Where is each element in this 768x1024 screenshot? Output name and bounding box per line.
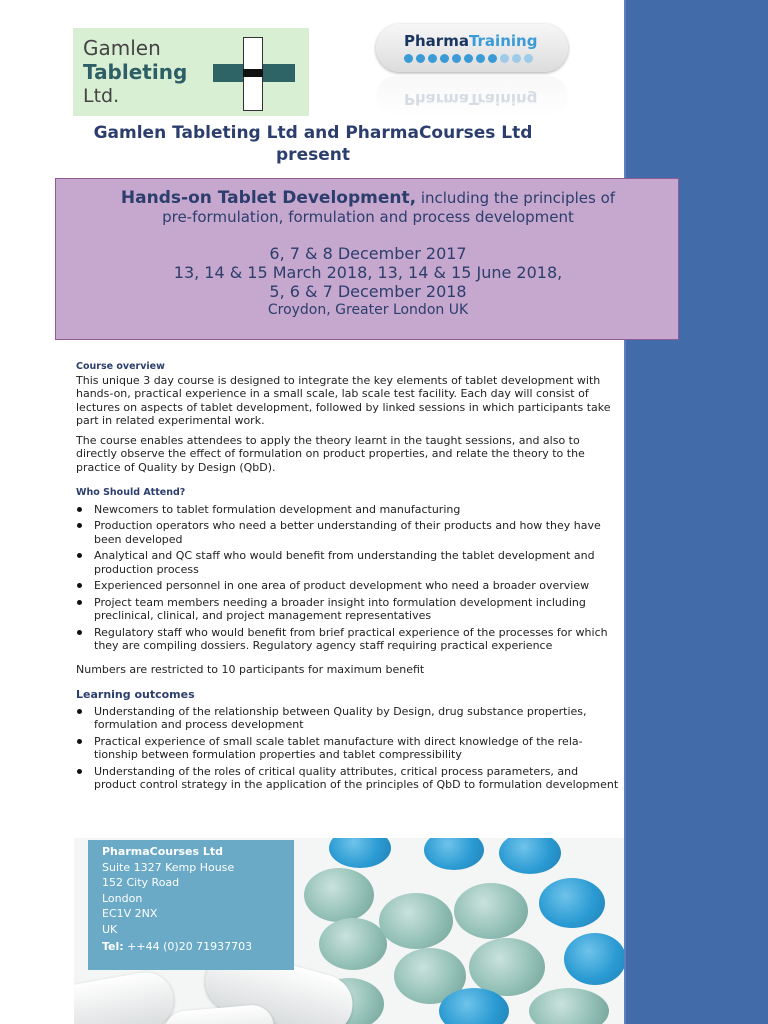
outcome-item: Understanding of the relationship between Quality by Design, drug substance properties, formulation and process development (76, 705, 620, 732)
contact-phone-label: Tel: (102, 940, 124, 953)
event-details (56, 189, 680, 320)
capsule-image (74, 968, 178, 1024)
pharmatraining-logo-part1: Pharma (404, 32, 469, 50)
attend-item: Production operators who need a better understanding of their products and how they have been developed (76, 519, 620, 546)
presenter-heading (60, 122, 566, 166)
overview-para-1: This unique 3 day course is designed to integrate the key elements of tablet development with hands-on, practical experience in a small scale, lab scale test facility. Each day will consist of lectures on aspects of tablet development, followed by linked sessions in which participants take part in related experimental work. (76, 373, 611, 427)
tablet-image (529, 988, 609, 1024)
event-title-line (56, 189, 680, 208)
event-dates-2018-b: 5, 6 & 7 December 2018 (269, 282, 467, 301)
overview-para-2: The course enables attendees to apply the theory learnt in the taught sessions, and also to directly observe the effect of formulation on product properties, and relate the theory to the practice of Quality by Design (QbD). (76, 433, 585, 474)
participants-note: Numbers are restricted to 10 participants for maximum benefit (76, 662, 425, 676)
pharmatraining-logo-text (404, 32, 537, 50)
attend-item: Newcomers to tablet formulation development and manufacturing (76, 503, 620, 517)
outcome-item: Practical experience of small scale tablet manufacture with direct knowledge of the rela-tionship between formulation properties and tablet compressibility (76, 735, 620, 762)
tablet-image (499, 838, 561, 874)
gamlen-logo-line3: Ltd. (83, 85, 120, 107)
gamlen-logo-tablet-icon (243, 69, 263, 77)
tablet-image (319, 918, 387, 970)
pharmatraining-dots-icon (404, 54, 533, 63)
attend-heading: Who Should Attend? (76, 487, 186, 498)
overview-heading: Course overview (76, 361, 165, 372)
presenter-line1: Gamlen Tableting Ltd and PharmaCourses Ltd (93, 123, 533, 143)
tablet-image (564, 933, 624, 985)
outcomes-list (76, 705, 620, 792)
outcome-item: Understanding of the roles of critical quality attributes, critical process parameters, and product control strategy in the application of the principles of QbD to formulation development (76, 765, 620, 792)
pharmatraining-reflection-text: PharmaTraining (404, 90, 538, 108)
event-location: Croydon, Greater London UK (267, 302, 469, 318)
tablet-image (469, 938, 545, 996)
attend-item: Experienced personnel in one area of product development who need a broader overview (76, 579, 620, 593)
presenter-line2: present (276, 145, 350, 165)
event-title-rest: including the principles of (416, 189, 616, 207)
course-content (76, 360, 620, 795)
attend-item: Regulatory staff who would benefit from brief practical experience of the processes for which they are compiling dossiers. Regulatory agency staff requiring practical experience (76, 626, 620, 653)
pharmatraining-logo-reflection (376, 76, 568, 116)
attend-list (76, 503, 620, 653)
outcomes-heading: Learning outcomes (76, 688, 195, 701)
gamlen-logo-line2: Tableting (83, 60, 188, 84)
contact-address-line: London (102, 891, 143, 905)
event-title: Hands-on Tablet Development, (120, 188, 417, 208)
tablet-image (304, 868, 374, 922)
contact-phone-number: ++44 (0)20 71937703 (123, 940, 253, 953)
sidebar-panel (626, 0, 768, 1024)
event-subtitle: pre-formulation, formulation and process development (162, 208, 574, 226)
gamlen-logo-text (83, 36, 187, 108)
contact-phone (102, 939, 294, 955)
tablet-image (454, 883, 528, 939)
contact-company: PharmaCourses Ltd (102, 845, 224, 858)
event-box (55, 178, 679, 340)
contact-address-line: Suite 1327 Kemp House (102, 860, 235, 874)
tablet-image (424, 838, 484, 870)
contact-address-line: 152 City Road (102, 876, 180, 889)
event-dates-2018-a: 13, 14 & 15 March 2018, 13, 14 & 15 June 2018, (173, 263, 563, 282)
attend-item: Project team members needing a broader insight into formulation development including preclinical, clinical, and project management representatives (76, 596, 620, 623)
tablet-image (329, 838, 391, 868)
tablet-image (379, 893, 453, 949)
contact-box (88, 840, 294, 970)
gamlen-logo-line1: Gamlen (83, 36, 161, 60)
contact-address-line: EC1V 2NX (102, 907, 158, 920)
event-dates-2017: 6, 7 & 8 December 2017 (269, 244, 467, 263)
pharmatraining-logo (376, 24, 568, 72)
gamlen-logo (73, 28, 309, 116)
attend-item: Analytical and QC staff who would benefit from understanding the tablet development and production process (76, 549, 620, 576)
contact-address-line: UK (102, 922, 118, 936)
pharmatraining-logo-part2: Training (468, 32, 538, 50)
tablet-image (539, 878, 605, 928)
